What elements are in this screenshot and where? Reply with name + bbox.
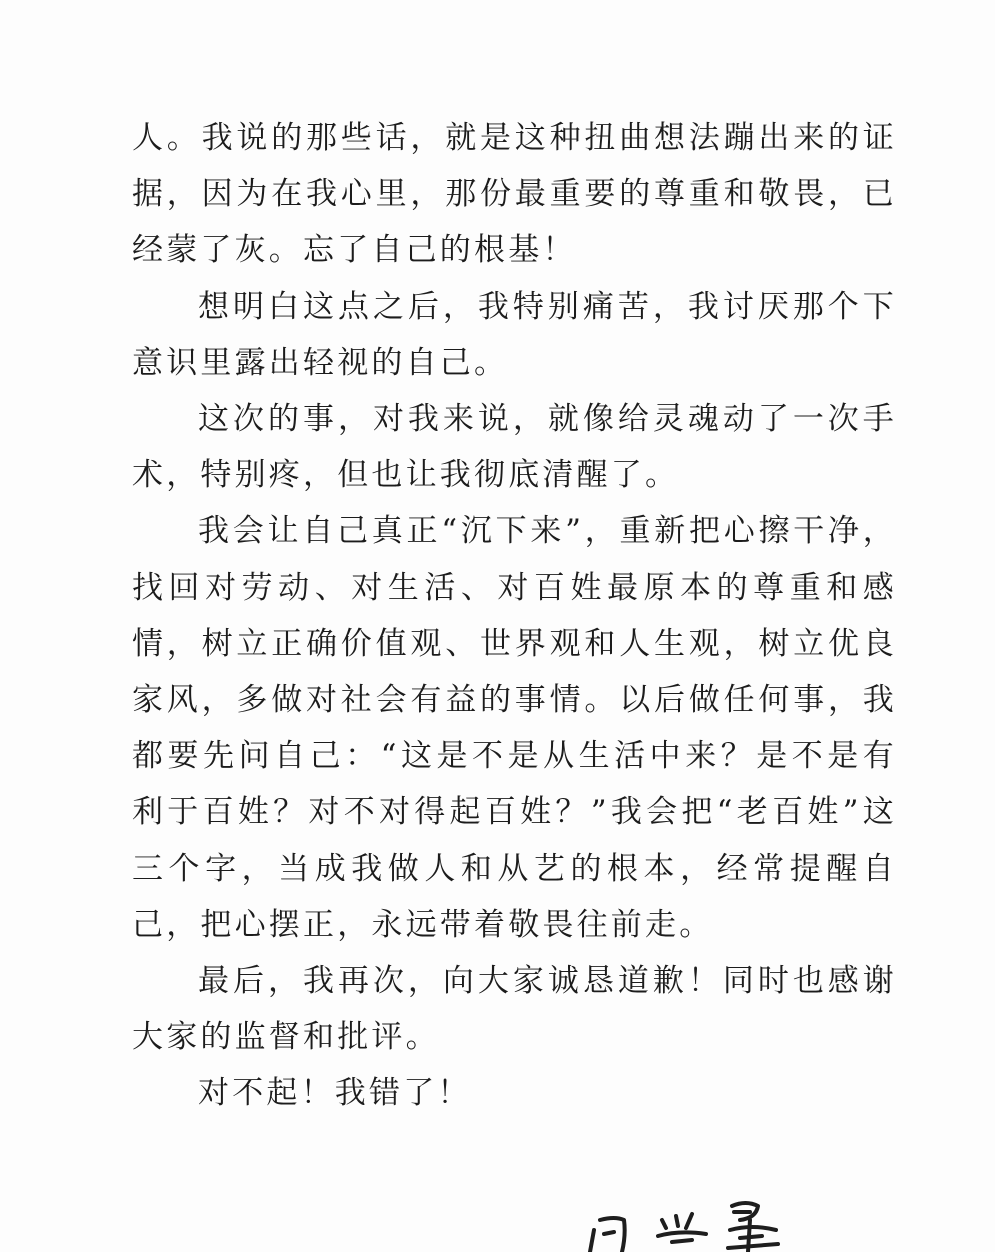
paragraph-3: 这次的事，对我来说，就像给灵魂动了一次手术，特别疼，但也让我彻底清醒了。	[132, 401, 897, 494]
signature-strokes	[580, 1190, 810, 1252]
paragraph-2: 想明白这点之后，我特别痛苦，我讨厌那个下意识里露出轻视的自己。	[132, 288, 897, 381]
letter-body	[132, 110, 897, 1122]
paragraph-6: 对不起！我错了！	[198, 1075, 472, 1112]
paragraph-4: 我会让自己真正“沉下来”，重新把心擦干净，找回对劳动、对生活、对百姓最原本的尊重和感情，树立正确价值观、世界观和人生观，树立优良家风，多做对社会有益的事情。以后做任何事，我都要先问自己：“这是不是从生活中来？是不是有利于百姓？对不对得起百姓？”我会把“老百姓”这三个字，当成我做人和从艺的根本，经常提醒自己，把心摆正，永远带着敬畏往前走。	[132, 513, 897, 943]
paragraph-1: 人。我说的那些话，就是这种扭曲想法蹦出来的证据，因为在我心里，那份最重要的尊重和敬畏，已经蒙了灰。忘了自己的根基！	[132, 120, 897, 269]
paragraph-5: 最后，我再次，向大家诚恳道歉！同时也感谢大家的监督和批评。	[132, 963, 897, 1056]
handwritten-signature	[580, 1190, 810, 1252]
